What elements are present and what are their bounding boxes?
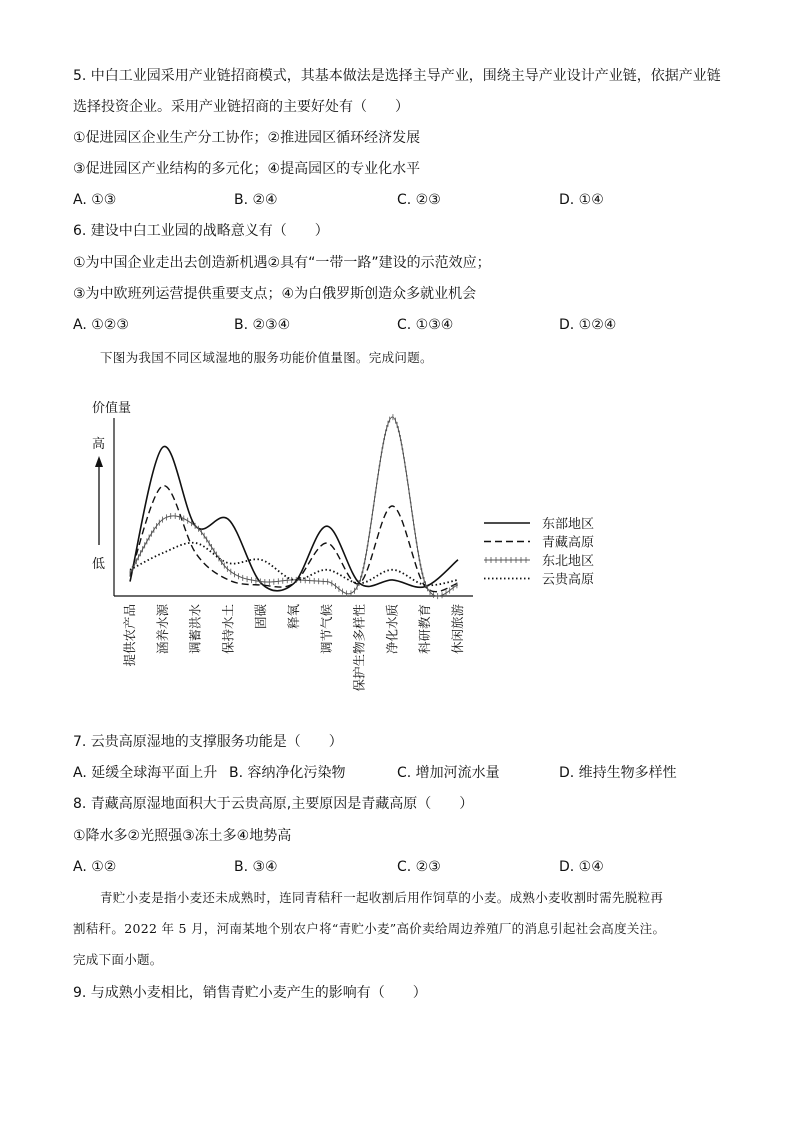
q5-option-d[interactable]: D. ①④	[559, 192, 604, 208]
q5-stem-line1: 5. 中白工业园采用产业链招商模式，其基本做法是选择主导产业，围绕主导产业设计产业链，依据产业链	[73, 68, 721, 84]
legend-label: 云贵高原	[542, 572, 595, 588]
q7-option-b[interactable]: B. 容纳净化污染物	[229, 765, 346, 781]
q8-stem: 8. 青藏高原湿地面积大于云贵高原,主要原因是青藏高原（ ）	[73, 796, 474, 812]
q8-items: ①降水多②光照强③冻土多④地势高	[73, 828, 292, 844]
q6-option-c[interactable]: C. ①③④	[397, 317, 454, 333]
x-tick-label: 调蓄洪水	[187, 604, 203, 655]
q6-option-a[interactable]: A. ①②③	[73, 317, 129, 333]
legend-label: 东部地区	[542, 517, 595, 532]
y-low-label: 低	[92, 557, 106, 572]
y-axis-label: 价值量	[92, 401, 132, 416]
x-tick-label: 保护生物多样性	[351, 604, 367, 692]
q7-option-d[interactable]: D. 维持生物多样性	[559, 765, 677, 781]
x-tick-label: 休闲旅游	[450, 604, 465, 655]
x-tick-label: 保持水土	[220, 604, 236, 655]
x-tick-label: 涵养水源	[154, 604, 170, 655]
q6-items-line2: ③为中欧班列运营提供重要支点；④为白俄罗斯创造众多就业机会	[73, 286, 477, 302]
q5-option-b[interactable]: B. ②④	[234, 192, 278, 208]
x-tick-label: 固碳	[253, 604, 269, 630]
x-tick-label: 提供农产品	[122, 604, 137, 667]
series-line	[130, 543, 458, 586]
q8-option-c[interactable]: C. ②③	[397, 859, 441, 875]
q5-stem-line2: 选择投资企业。采用产业链招商的主要好处有（ ）	[73, 99, 409, 115]
passage-line1: 青贮小麦是指小麦还未成熟时，连同青秸秆一起收割后用作饲草的小麦。成熟小麦收割时需先脱粒再	[100, 890, 664, 905]
x-tick-label: 净化水质	[384, 604, 400, 655]
q9-stem: 9. 与成熟小麦相比，销售青贮小麦产生的影响有（ ）	[73, 985, 427, 1001]
q6-option-d[interactable]: D. ①②④	[559, 317, 617, 333]
x-tick-label: 科研教育	[417, 604, 433, 655]
q5-option-c[interactable]: C. ②③	[397, 192, 441, 208]
legend-label: 青藏高原	[542, 535, 595, 551]
q5-items-line1: ①促进园区企业生产分工协作；②推进园区循环经济发展	[73, 130, 421, 146]
q6-stem: 6. 建设中白工业园的战略意义有（ ）	[73, 223, 329, 239]
q7-stem: 7. 云贵高原湿地的支撑服务功能是（ ）	[73, 734, 343, 750]
q8-option-d[interactable]: D. ①④	[559, 859, 604, 875]
q6-option-b[interactable]: B. ②③④	[234, 317, 291, 333]
passage-line3: 完成下面小题。	[73, 952, 163, 967]
wetland-value-chart	[80, 392, 640, 712]
chart-intro: 下图为我国不同区域湿地的服务功能价值量图。完成问题。	[100, 350, 433, 365]
series-line	[130, 417, 458, 596]
legend-label: 东北地区	[542, 554, 595, 569]
q5-option-a[interactable]: A. ①③	[73, 192, 117, 208]
series-line	[130, 486, 458, 592]
y-arrow-head	[95, 456, 103, 467]
q5-items-line2: ③促进园区产业结构的多元化；④提高园区的专业化水平	[73, 161, 421, 177]
q8-option-b[interactable]: B. ③④	[234, 859, 278, 875]
passage-line2: 割秸秆。2022 年 5 月，河南某地个别农户将“青贮小麦”高价卖给周边养殖厂的消息引起社会高度关注。	[73, 921, 666, 936]
y-high-label: 高	[92, 437, 106, 452]
x-tick-label: 调节气候	[318, 604, 334, 655]
q6-items-line1: ①为中国企业走出去创造新机遇②具有“一带一路”建设的示范效应；	[73, 255, 491, 271]
x-tick-label: 释氧	[286, 604, 301, 630]
q8-option-a[interactable]: A. ①②	[73, 859, 117, 875]
q7-option-a[interactable]: A. 延缓全球海平面上升	[73, 765, 218, 781]
q7-option-c[interactable]: C. 增加河流水量	[397, 765, 500, 781]
